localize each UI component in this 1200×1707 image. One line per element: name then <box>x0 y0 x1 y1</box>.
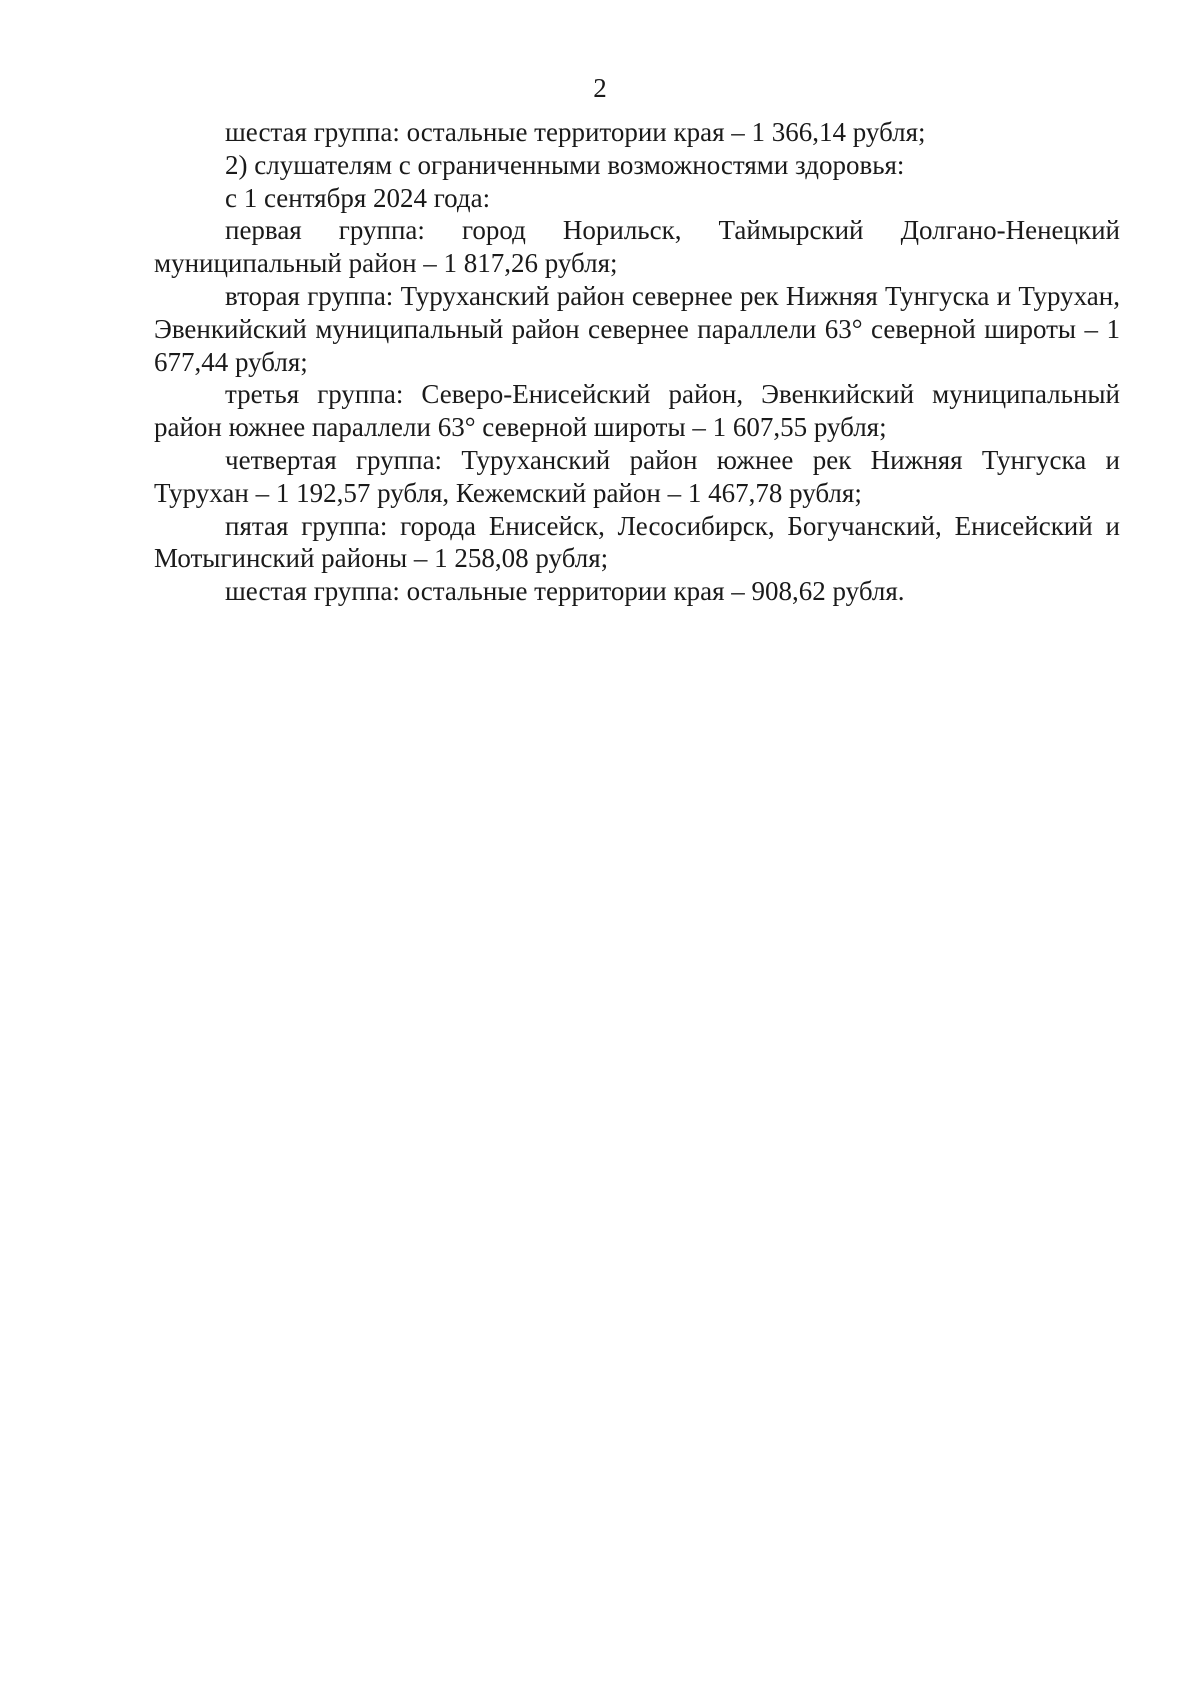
paragraph-fourth-group: четвертая группа: Туруханский район южнее рек Нижняя Тунгуска и Турухан – 1 192,57 рубля, Кежемский район – 1 467,78 рубля; <box>154 444 1120 508</box>
page-number: 2 <box>593 73 607 103</box>
paragraph-limited-health-heading: 2) слушателям с ограниченными возможностями здоровья: <box>225 149 905 180</box>
paragraph-date-heading: с 1 сентября 2024 года: <box>225 182 491 213</box>
paragraph-fifth-group: пятая группа: города Енисейск, Лесосибирск, Богучанский, Енисейский и Мотыгинский районы – 1 258,08 рубля; <box>154 510 1120 574</box>
paragraph-first-group: первая группа: город Норильск, Таймырский Долгано-Ненецкий муниципальный район – 1 817,26 рубля; <box>154 215 1120 279</box>
document-body <box>154 116 1120 608</box>
paragraph-second-group: вторая группа: Туруханский район севернее рек Нижняя Тунгуска и Турухан, Эвенкийский муниципальный район севернее параллели 63° северной широты – 1 677,44 рубля; <box>154 280 1120 377</box>
paragraph-third-group: третья группа: Северо-Енисейский район, Эвенкийский муниципальный район южнее параллели 63° северной широты – 1 607,55 рубля; <box>154 379 1120 443</box>
paragraph-sixth-group: шестая группа: остальные территории края – 908,62 рубля. <box>225 576 905 607</box>
paragraph-sixth-group-general: шестая группа: остальные территории края – 1 366,14 рубля; <box>225 117 926 147</box>
